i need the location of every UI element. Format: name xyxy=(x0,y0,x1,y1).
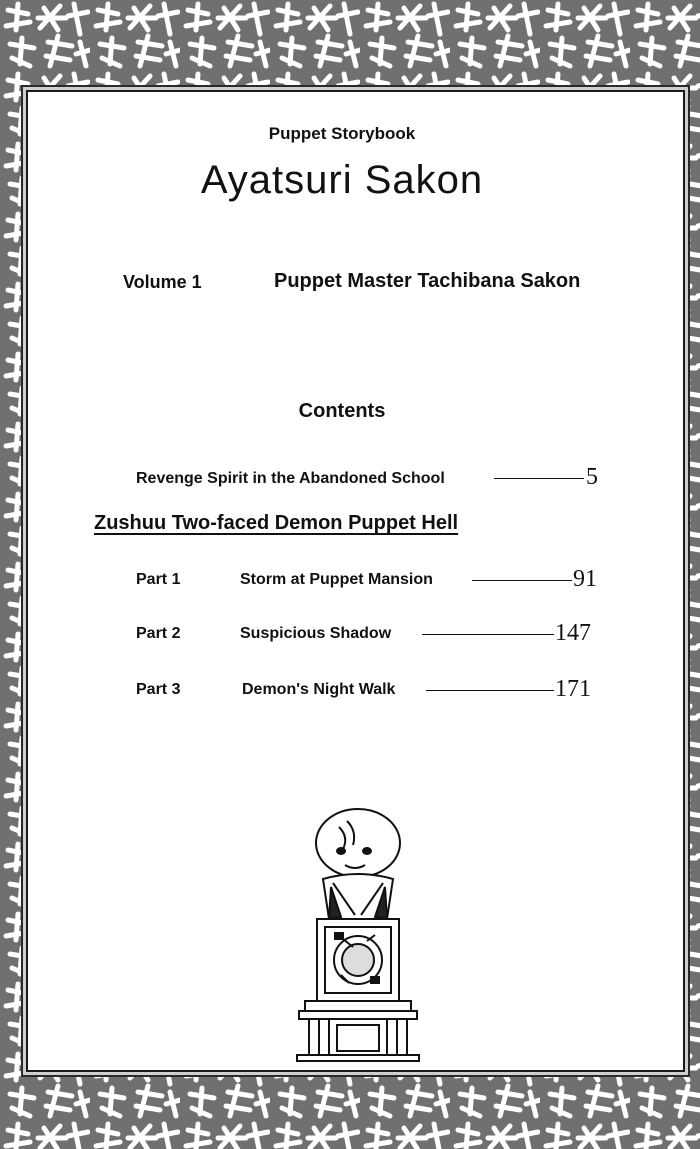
toc-entry-label: Demon's Night Walk xyxy=(242,681,396,698)
toc-page-number: 171 xyxy=(555,676,591,702)
puppet-on-pedestal-illustration xyxy=(283,807,433,1062)
toc-leader-line xyxy=(494,478,584,479)
toc-part-label: Part 1 xyxy=(136,571,181,588)
toc-part-label: Part 2 xyxy=(136,625,181,642)
toc-entry-prologue xyxy=(28,466,683,496)
toc-leader-line xyxy=(472,580,572,581)
toc-entry-label: Storm at Puppet Mansion xyxy=(240,571,433,588)
book-title: Ayatsuri Sakon xyxy=(200,158,484,202)
toc-entry-part-1 xyxy=(28,566,683,599)
toc-leader-line xyxy=(422,634,554,635)
arc-title: Zushuu Two-faced Demon Puppet Hell xyxy=(94,512,459,534)
toc-entry-label: Revenge Spirit in the Abandoned School xyxy=(136,470,445,487)
volume-number: Volume 1 xyxy=(123,272,202,292)
toc-part-label: Part 3 xyxy=(136,681,181,698)
toc-entry-part-2 xyxy=(28,620,683,653)
series-label: Puppet Storybook xyxy=(268,124,416,143)
toc-leader-line xyxy=(426,690,554,691)
volume-title: Puppet Master Tachibana Sakon xyxy=(274,270,581,292)
toc-page-number: 91 xyxy=(573,566,597,592)
contents-heading: Contents xyxy=(298,400,386,422)
toc-page-number: 147 xyxy=(555,620,591,646)
toc-entry-label: Suspicious Shadow xyxy=(240,625,392,642)
toc-entry-part-3 xyxy=(28,676,683,709)
title-page xyxy=(28,92,683,1070)
toc-page-number: 5 xyxy=(586,464,598,490)
